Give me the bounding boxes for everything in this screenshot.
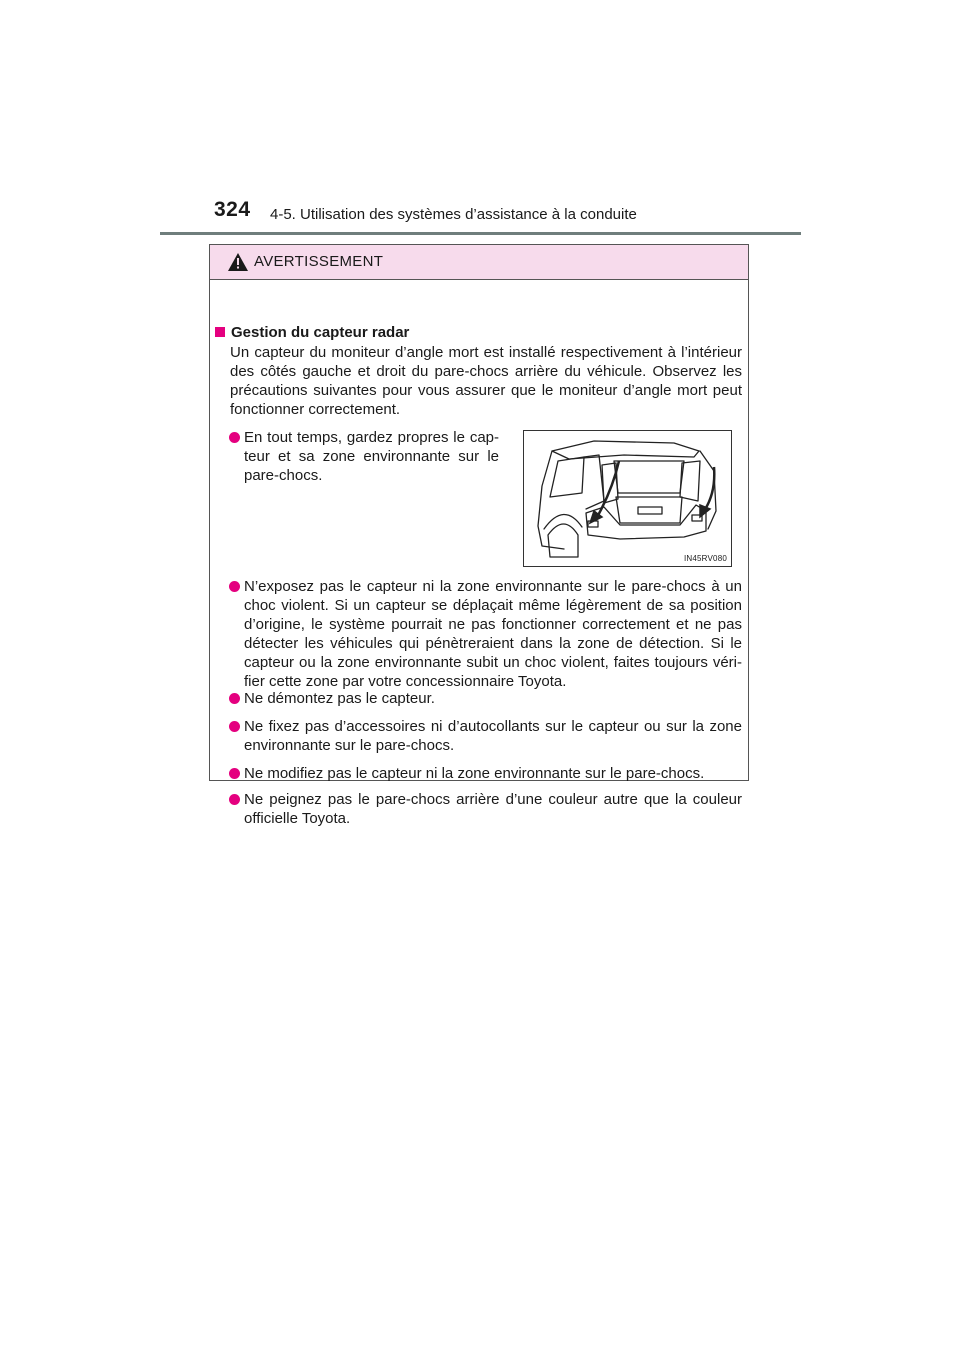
bullet-text: N’exposez pas le capteur ni la zone environnante sur le pare-chocs à un choc violent. Si un capteur se déplaçait même légèrement de sa position d’origine, le système pourrait ne pas fonctionner correctement et ne pas détecter les véhicules qui pénètreraient dans la zone de détection. Si le capteur ou la zone environnante subit un choc violent, faites toujours véri-fier cette zone par votre concessionnaire Toyota. — [244, 578, 742, 690]
warning-triangle-icon — [228, 253, 248, 271]
bullet-text: Ne modifiez pas le capteur ni la zone environnante sur le pare-chocs. — [244, 765, 705, 782]
bullet-dot-icon — [229, 581, 240, 592]
header-rule — [160, 232, 801, 235]
warning-title: AVERTISSEMENT — [254, 253, 384, 270]
section-heading — [215, 324, 409, 341]
bullet-dot-icon — [229, 721, 240, 732]
square-bullet-icon — [215, 327, 225, 337]
bullet-text: En tout temps, gardez propres le cap-teur et sa zone environnante sur le pare-chocs. — [244, 429, 499, 484]
suv-rear-illustration — [524, 431, 731, 566]
bullet-item — [229, 717, 742, 755]
warning-header — [210, 245, 748, 280]
bullet-item — [229, 764, 742, 783]
warning-box — [209, 244, 749, 827]
bullet-text: Ne peignez pas le pare-chocs arrière d’une couleur autre que la couleur officielle Toyota. — [244, 791, 742, 827]
bullet-dot-icon — [229, 768, 240, 779]
section-title: 4-5. Utilisation des systèmes d’assistance à la conduite — [270, 206, 637, 223]
figure-code: IN45RV080 — [683, 554, 727, 563]
bullet-item — [229, 577, 742, 691]
bullet-dot-icon — [229, 794, 240, 805]
section-heading-text: Gestion du capteur radar — [231, 324, 410, 341]
bullet-item — [229, 790, 742, 828]
bullet-text: Ne fixez pas d’accessoires ni d’autocollants sur le capteur ou sur la zone environnante sur le pare-chocs. — [244, 718, 742, 754]
figure-rear-bumper-sensors — [523, 430, 732, 567]
bullet-dot-icon — [229, 432, 240, 443]
bullet-text: Ne démontez pas le capteur. — [244, 690, 435, 707]
bullet-dot-icon — [229, 693, 240, 704]
intro-paragraph: Un capteur du moniteur d’angle mort est installé respectivement à l’intérieur des côtés gauche et droit du pare-chocs arrière du véhicule. Observez les précautions suivantes pour vous assurer que le moniteur d’angle mort peut fonctionner correctement. — [230, 344, 742, 418]
bullet-item — [229, 689, 742, 708]
page-number: 324 — [214, 198, 251, 221]
bullet-item — [229, 428, 499, 485]
